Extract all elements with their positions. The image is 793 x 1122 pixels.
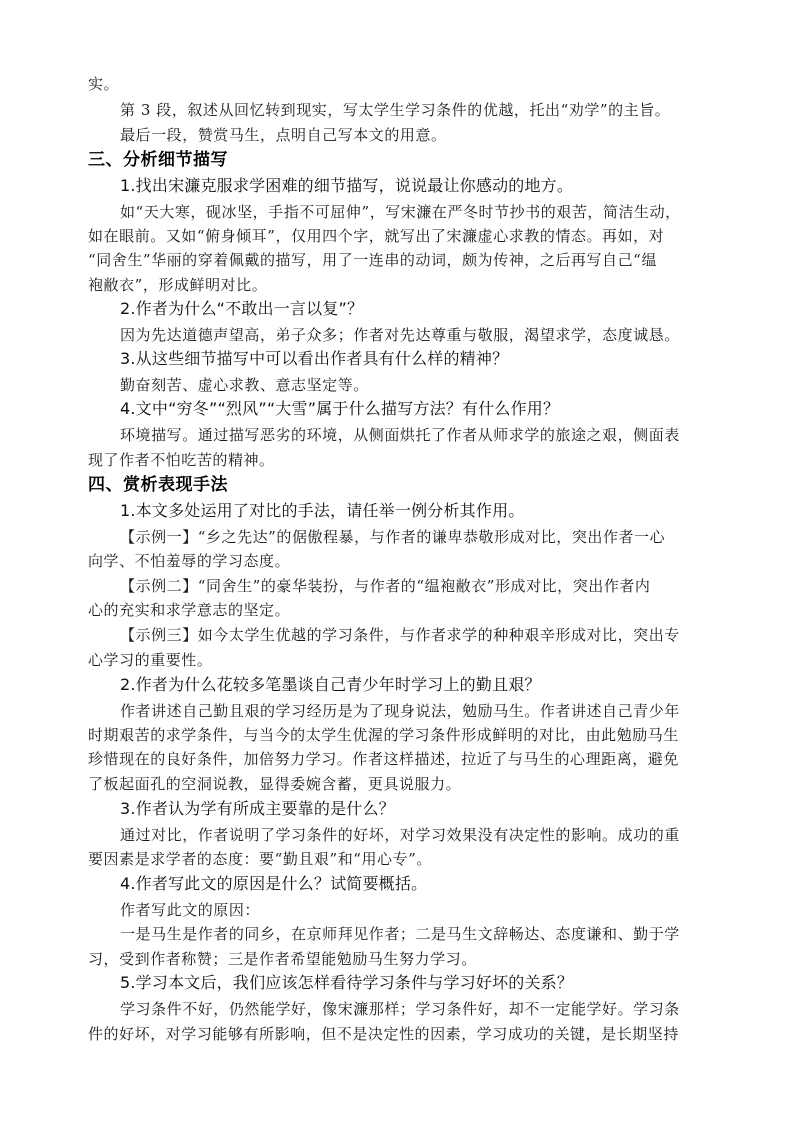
- answer-text: 环境描写。通过描写恶劣的环境，从侧面烘托了作者从师求学的旅途之艰，侧面表: [120, 426, 680, 444]
- question: 4.文中“穷冬”“烈风”“大雪”属于什么描写方法？有什么作用？: [120, 399, 560, 418]
- question: 2.作者为什么“不敢出一言以复”？: [120, 299, 364, 318]
- question: 3.从这些细节描写中可以看出作者具有什么样的精神？: [120, 349, 509, 368]
- answer-text: 心学习的重要性。: [88, 651, 213, 669]
- body-text: 第 3 段，叙述从回忆转到现实，写太学生学习条件的优越，托出“劝学”的主旨。: [120, 101, 671, 119]
- answer-text: 作者讲述自己勤且艰的学习经历是为了现身说法，勉励马生。作者讲述自己青少年: [120, 702, 680, 720]
- answer-text: 珍惜现在的良好条件，加倍努力学习。作者这样描述，拉近了与马生的心理距离，避免: [88, 750, 679, 768]
- answer-text: 【示例二】“同舍生”的豪华装扮，与作者的“缊袍敝衣”形成对比，突出作者内: [120, 577, 651, 595]
- body-text: 实。: [88, 75, 120, 93]
- answer-text: 了板起面孔的空洞说教，显得委婉含蓄，更具说服力。: [88, 775, 462, 793]
- question: 3.作者认为学有所成主要靠的是什么？: [120, 799, 395, 818]
- answer-text: 【示例三】如今太学生优越的学习条件，与作者求学的种种艰辛形成对比，突出专: [120, 626, 680, 644]
- question: 4.作者写此文的原因是什么？试简要概括。: [120, 874, 428, 893]
- answer-text: 件的好坏，对学习能够有所影响，但不是决定性的因素，学习成功的关键，是长期坚持: [88, 1025, 679, 1043]
- answer-text: 现了作者不怕吃苦的精神。: [88, 451, 275, 469]
- question: 1.找出宋濂克服求学困难的细节描写，说说最让你感动的地方。: [120, 176, 574, 195]
- section-heading: 四、赏析表现手法: [88, 475, 228, 495]
- answer-text: 【示例一】“乡之先达”的倨傲程暴，与作者的谦卑恭敬形成对比，突出作者一心: [120, 528, 666, 546]
- body-text: 最后一段，赞赏马生，点明自己写本文的用意。: [120, 126, 447, 144]
- answer-text: 习，受到作者称赞；三是作者希望能勉励马生努力学习。: [88, 950, 477, 968]
- answer-text: 如“天大寒，砚冰坚，手指不可屈伸”，写宋濂在严冬时节抄书的艰苦，简洁生动，: [120, 203, 681, 221]
- question: 1.本文多处运用了对比的手法，请任举一例分析其作用。: [120, 501, 525, 520]
- answer-text: 通过对比，作者说明了学习条件的好坏，对学习效果没有决定性的影响。成功的重: [120, 826, 680, 844]
- answer-text: 向学、不怕羞辱的学习态度。: [88, 552, 291, 570]
- answer-text: 如在眼前。又如“俯身倾耳”，仅用四个字，就写出了宋濂虚心求教的情态。再如，对: [88, 227, 665, 245]
- answer-text: 心的充实和求学意志的坚定。: [88, 601, 291, 619]
- answer-text: 学习条件不好，仍然能学好，像宋濂那样；学习条件好，却不一定能学好。学习条: [120, 1000, 680, 1018]
- answer-text: “同舍生”华丽的穿着佩戴的描写，用了一连串的动词，颇为传神，之后再写自己“缊: [88, 251, 657, 269]
- answer-text: 作者写此文的原因：: [120, 901, 260, 919]
- section-heading: 三、分析细节描写: [88, 150, 228, 170]
- question: 2.作者为什么花较多笔墨谈自己青少年时学习上的勤且艰？: [120, 675, 541, 694]
- answer-text: 袍敝衣”，形成鲜明对比。: [88, 276, 268, 294]
- question: 5.学习本文后，我们应该怎样看待学习条件与学习好坏的关系？: [120, 973, 574, 992]
- answer-text: 勤奋刻苦、虚心求教、意志坚定等。: [120, 376, 369, 394]
- answer-text: 要因素是求学者的态度：要“勤且艰”和“用心专”。: [88, 850, 432, 868]
- answer-text: 一是马生是作者的同乡，在京师拜见作者；二是马生文辞畅达、态度谦和、勤于学: [120, 925, 680, 943]
- answer-text: 时期艰苦的求学条件，与当今的太学生优渥的学习条件形成鲜明的对比，由此勉励马生: [88, 726, 679, 744]
- answer-text: 因为先达道德声望高，弟子众多；作者对先达尊重与敬服，渴望求学，态度诚恳。: [120, 326, 680, 344]
